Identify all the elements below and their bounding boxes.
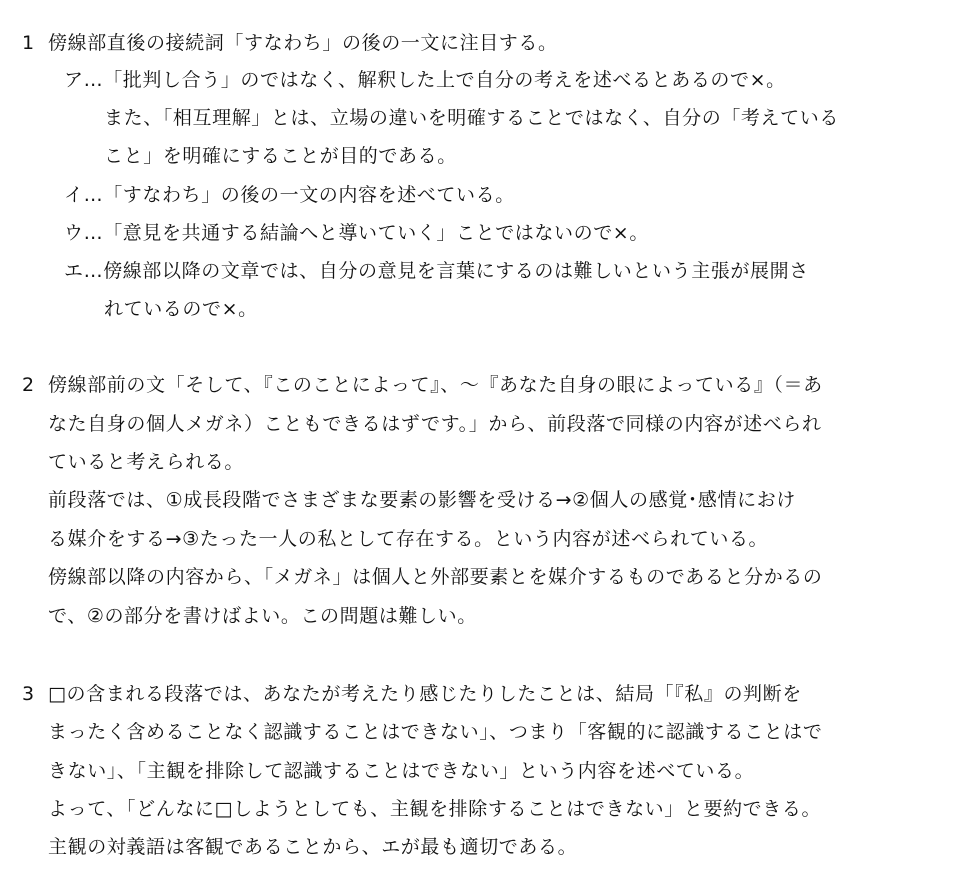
q2-line-3: ていると考えられる。 — [48, 451, 245, 473]
q1-line-6: ウ…「意見を共通する結論へと導いていく」ことではないので×。 — [64, 222, 649, 244]
q2-line-2: なた自身の個人メガネ）こともできるはずです。」から、前段落で同様の内容が述べられ — [48, 413, 822, 435]
q1-line-4: こと」を明確にすることが目的である。 — [104, 145, 457, 167]
q1-line-8: れているので×。 — [104, 298, 258, 320]
q2-line-7: で、②の部分を書けばよい。この問題は難しい。 — [48, 605, 477, 627]
q1-line-1: 傍線部直後の接続詞「すなわち」の後の一文に注目する。 — [48, 32, 558, 54]
q3-line-1: □の含まれる段落では、あなたが考えたり感じたりしたことは、結局「『私』の判断を — [48, 683, 802, 705]
q2-line-6: 傍線部以降の内容から、「メガネ」は個人と外部要素とを媒介するものであると分かるの — [48, 566, 823, 588]
q2-line-1: 傍線部前の文「そして、『このことによって』、～『あなた自身の眼によっている』（＝あ — [48, 374, 823, 396]
question-3-number: 3 — [22, 683, 35, 705]
q1-line-2: ア…「批判し合う」のではなく、解釈した上で自分の考えを述べるとあるので×。 — [64, 69, 786, 91]
q1-line-3: また、「相互理解」とは、立場の違いを明確することではなく、自分の「考えている — [104, 107, 839, 129]
q3-line-4: よって、「どんなに□しようとしても、主観を排除することはできない」と要約できる。 — [48, 798, 822, 820]
q3-line-3: きない」、「主観を排除して認識することはできない」という内容を述べている。 — [48, 760, 755, 782]
q3-line-5: 主観の対義語は客観であることから、エが最も適切である。 — [48, 836, 578, 858]
q1-line-5: イ…「すなわち」の後の一文の内容を述べている。 — [64, 184, 515, 206]
q2-line-5: る媒介をする→③たった一人の私として存在する。という内容が述べられている。 — [48, 528, 769, 550]
q1-line-7: エ…傍線部以降の文章では、自分の意見を言葉にするのは難しいという主張が展開さ — [64, 260, 809, 282]
question-1-number: 1 — [22, 32, 35, 54]
q2-line-4: 前段落では、①成長段階でさまざまな要素の影響を受ける→②個人の感覚･感情におけ — [48, 489, 796, 511]
q3-line-2: まったく含めることなく認識することはできない」、つまり「客観的に認識することはで — [48, 721, 823, 743]
question-2-number: 2 — [22, 374, 35, 396]
